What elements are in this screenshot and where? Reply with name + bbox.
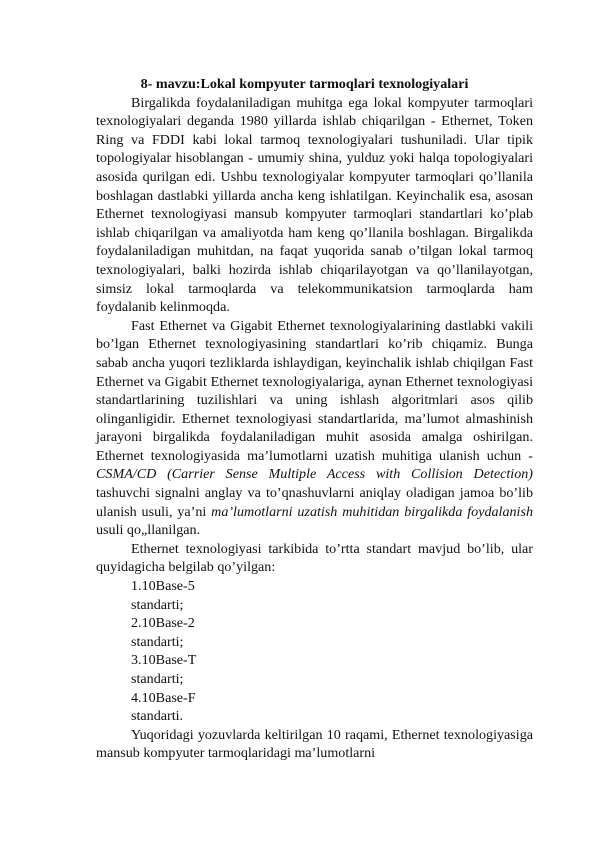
paragraph-closing: Yuqoridagi yozuvlarda keltirilgan 10 raqami, Ethernet texnologiyasiga mansub kompyuter tarmoqlaridagi ma’lumotlarni — [96, 726, 533, 762]
list-item — [131, 614, 533, 651]
document-page — [96, 75, 533, 763]
paragraph-text: usuli qo„llanilgan. — [96, 522, 201, 539]
list-item — [131, 689, 533, 726]
paragraph-text: tashuvchi signalni anglay va to’qnashuvlarni aniqlay oladigan jamoa bo’lib ulanish usuli, ya’ni — [96, 485, 533, 520]
shared-medium-term: ma’lumotlarni uzatish muhitidan birgalikda foydalanish — [211, 503, 534, 520]
standard-name: 3.10Base-T — [131, 652, 197, 669]
standard-name: 4.10Base-F — [131, 689, 196, 706]
list-item — [131, 577, 533, 614]
paragraph-standards-intro: Ethernet texnologiyasi tarkibida to’rtta standart mavjud bo’lib, ular quyidagicha belgilab qo’yilgan: — [96, 540, 533, 576]
list-item — [131, 651, 533, 688]
page-title: 8- mavzu:Lokal kompyuter tarmoqlari texnologiyalari — [140, 76, 469, 92]
paragraph-ethernet-standards — [96, 317, 533, 540]
standard-name: 2.10Base-2 — [131, 615, 195, 632]
standard-suffix: standarti; — [131, 671, 184, 687]
standard-suffix: standarti; — [131, 596, 184, 613]
standard-suffix: standarti. — [131, 708, 184, 725]
paragraph-text: Fast Ethernet va Gigabit Ethernet texnologiyalarining dastlabki vakili bo’lgan Ethernet texnologiyasining standartlari ko’rib chiqamiz. Bunga sabab ancha yuqori tezliklarda ishlaydigan, keyinchalik ishlab chiqilgan Fast Ethernet va Gigabit Ethernet texnologiyalariga, aynan Ethernet texnologiyasi standartlarining tuzilishlari va uning ishlash algoritmlari asos qilib olinganligidir. Ethernet texnologiyasi standartlarida, ma’lumot almashinish jarayoni birgalikda foydalaniladigan muhit asosida amalga oshirilgan. Ethernet texnologiyasida ma’lumotlarni uzatish muhitiga ulanish uchun - — [96, 317, 533, 464]
standards-list — [96, 577, 533, 726]
standard-name: 1.10Base-5 — [131, 578, 195, 595]
standard-suffix: standarti; — [131, 633, 184, 650]
csma-cd-term: CSMA/CD (Carrier Sense Multiple Access with Collision Detection) — [96, 466, 533, 483]
paragraph-intro: Birgalikda foydalaniladigan muhitga ega lokal kompyuter tarmoqlari texnologiyalari deganda 1980 yillarda ishlab chiqarilgan - Ethernet, Token Ring va FDDI kabi lokal tarmoq texnologiyalari tushuniladi. Ular tipik topologiyalar hisoblangan - umumiy shina, yulduz yoki halqa topologiyalari asosida qurilgan edi. Ushbu texnologiyalar kompyuter tarmoqlari qo’llanila boshlagan dastlabki yillarda ancha keng ishlatilgan. Keyinchalik esa, asosan Ethernet texnologiyasi mansub kompyuter tarmoqlari standartlari ko’plab ishlab chiqarilgan va amaliyotda ham keng qo’llanila boshlagan. Birgalikda foydalaniladigan muhitdan, na faqat yuqorida sanab o’tilgan lokal tarmoq texnologiyalari, balki hozirda ishlab chiqarilayotgan va qo’llanilayotgan, simsiz lokal tarmoqlarda va telekommunikatsion tarmoqlarda ham foydalanib kelinmoqda. — [96, 94, 533, 316]
